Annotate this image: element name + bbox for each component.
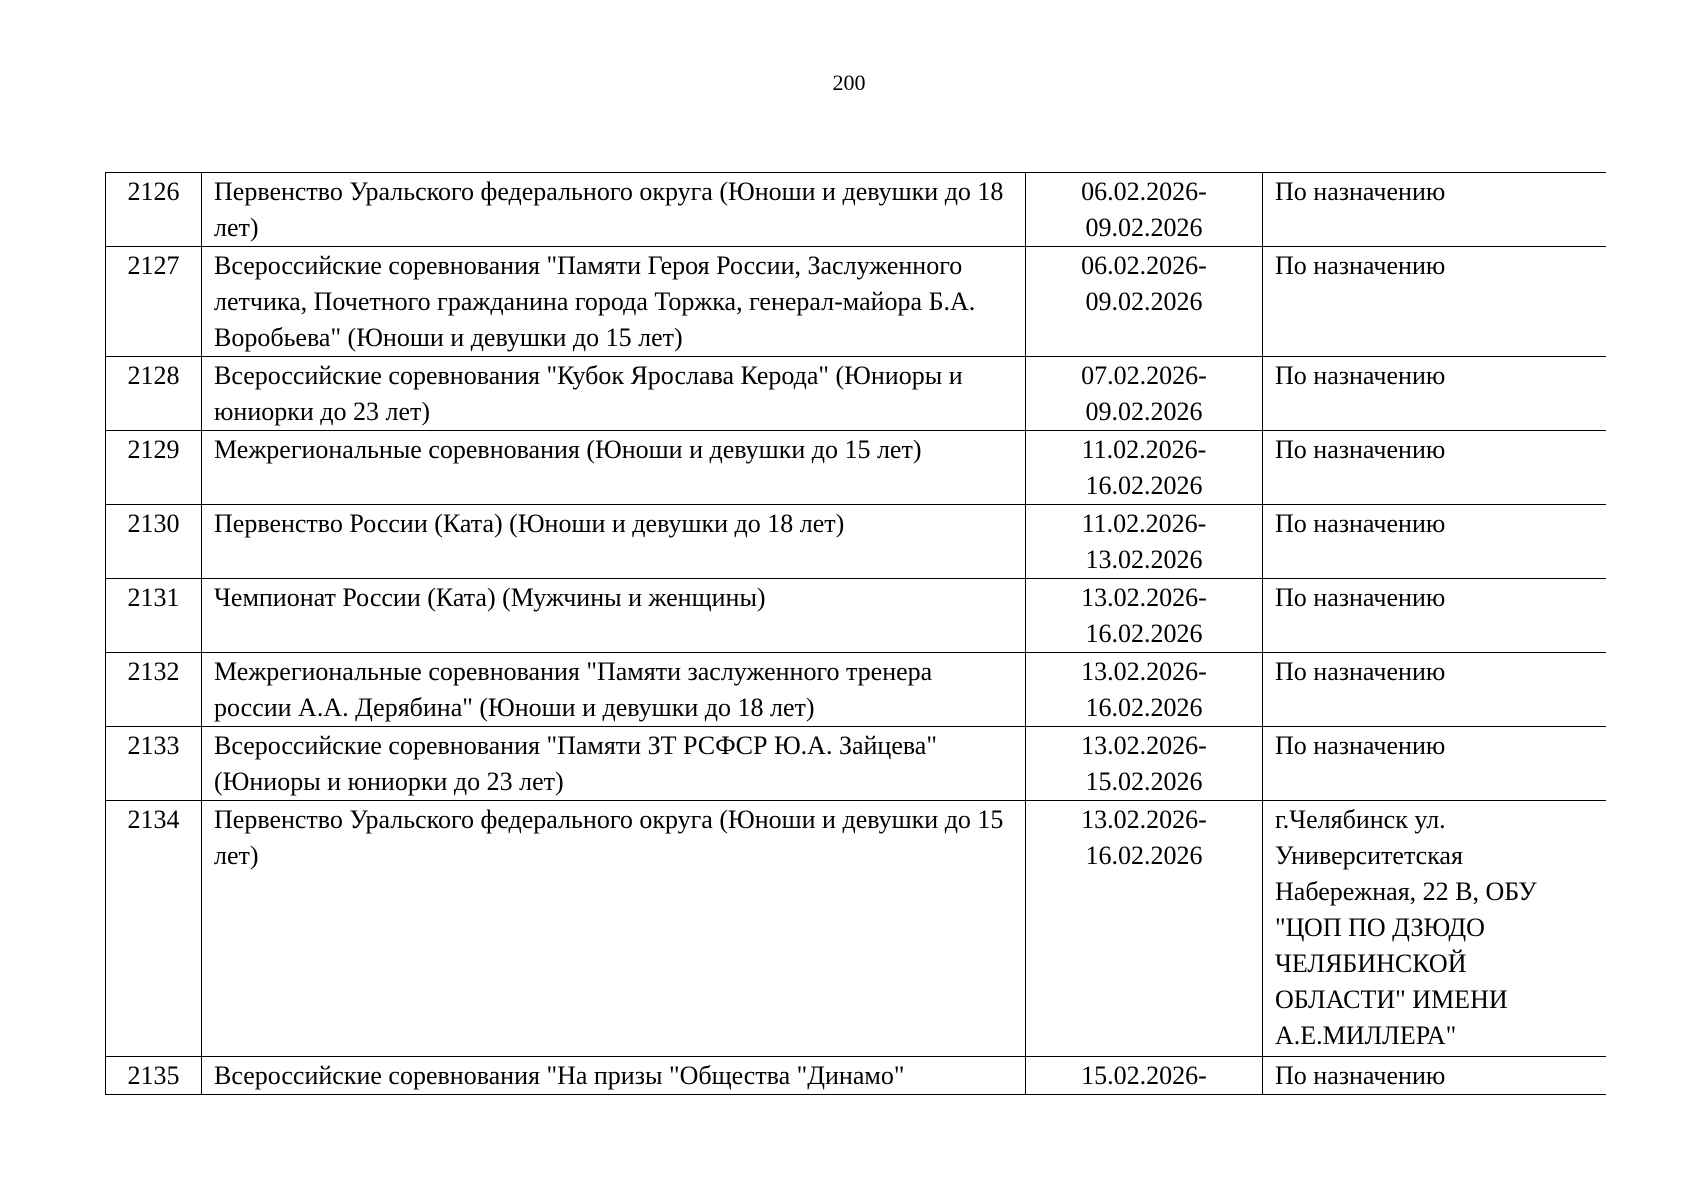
event-date-end: 13.02.2026 (1085, 545, 1203, 574)
event-number: 2127 (106, 247, 202, 357)
table-row (106, 505, 1607, 579)
event-place: По назначению (1263, 653, 1607, 727)
event-name: Всероссийские соревнования "Памяти ЗТ РСФСР Ю.А. Зайцева" (Юниоры и юниорки до 23 лет) (202, 727, 1026, 801)
event-name: Чемпионат России (Ката) (Мужчины и женщины) (202, 579, 1026, 653)
event-dates (1026, 173, 1263, 247)
event-date-start: 13.02.2026- (1081, 805, 1207, 834)
event-number: 2130 (106, 505, 202, 579)
event-date-end: 16.02.2026 (1085, 841, 1203, 870)
event-date-end: 16.02.2026 (1085, 471, 1203, 500)
event-date-start: 11.02.2026- (1081, 435, 1207, 464)
event-number: 2135 (106, 1057, 202, 1095)
table-row (106, 801, 1607, 1057)
events-table-container (105, 172, 1606, 1096)
table-row (106, 431, 1607, 505)
event-number: 2126 (106, 173, 202, 247)
event-place: По назначению (1263, 431, 1607, 505)
event-name: Всероссийские соревнования "Памяти Героя России, Заслуженного летчика, Почетного гражданина города Торжка, генерал-майора Б.А. Воробьева" (Юноши и девушки до 15 лет) (202, 247, 1026, 357)
event-number: 2129 (106, 431, 202, 505)
event-place: По назначению (1263, 579, 1607, 653)
event-date-start: 13.02.2026- (1081, 657, 1207, 686)
event-dates (1026, 505, 1263, 579)
event-place: По назначению (1263, 727, 1607, 801)
event-number: 2131 (106, 579, 202, 653)
event-number: 2134 (106, 801, 202, 1057)
event-number: 2132 (106, 653, 202, 727)
event-place: По назначению (1263, 173, 1607, 247)
event-name: Первенство Уральского федерального округа (Юноши и девушки до 15 лет) (202, 801, 1026, 1057)
event-name: Первенство России (Ката) (Юноши и девушки до 18 лет) (202, 505, 1026, 579)
table-row (106, 357, 1607, 431)
event-name: Первенство Уральского федерального округа (Юноши и девушки до 18 лет) (202, 173, 1026, 247)
table-row (106, 1057, 1607, 1095)
event-place: г.Челябинск ул. Университетская Набережная, 22 В, ОБУ "ЦОП ПО ДЗЮДО ЧЕЛЯБИНСКОЙ ОБЛАСТИ" ИМЕНИ А.Е.МИЛЛЕРА" (1263, 801, 1607, 1057)
event-name: Всероссийские соревнования "Кубок Ярослава Керода" (Юниоры и юниорки до 23 лет) (202, 357, 1026, 431)
page-number: 200 (832, 70, 866, 95)
event-date-end: 16.02.2026 (1085, 693, 1203, 722)
event-place: По назначению (1263, 247, 1607, 357)
event-place: По назначению (1263, 357, 1607, 431)
table-row (106, 173, 1607, 247)
event-date-start: 06.02.2026- (1081, 251, 1207, 280)
events-table (105, 172, 1606, 1095)
event-number: 2133 (106, 727, 202, 801)
event-date-start: 06.02.2026- (1081, 177, 1207, 206)
event-dates (1026, 801, 1263, 1057)
table-row (106, 727, 1607, 801)
event-dates (1026, 727, 1263, 801)
event-dates (1026, 579, 1263, 653)
table-row (106, 579, 1607, 653)
event-date-start: 15.02.2026- (1081, 1061, 1207, 1090)
event-date-end: 15.02.2026 (1085, 767, 1203, 796)
event-dates (1026, 431, 1263, 505)
event-place: По назначению (1263, 1057, 1607, 1095)
event-place: По назначению (1263, 505, 1607, 579)
event-name: Межрегиональные соревнования (Юноши и девушки до 15 лет) (202, 431, 1026, 505)
event-dates (1026, 247, 1263, 357)
event-name: Всероссийские соревнования "На призы "Общества "Динамо" (202, 1057, 1026, 1095)
event-name: Межрегиональные соревнования "Памяти заслуженного тренера россии А.А. Дерябина" (Юноши и девушки до 18 лет) (202, 653, 1026, 727)
event-date-start: 11.02.2026- (1081, 509, 1207, 538)
table-row (106, 653, 1607, 727)
event-dates (1026, 653, 1263, 727)
event-date-start: 07.02.2026- (1081, 361, 1207, 390)
event-date-end: 09.02.2026 (1085, 397, 1203, 426)
event-number: 2128 (106, 357, 202, 431)
event-date-end: 09.02.2026 (1085, 213, 1203, 242)
event-date-end: 09.02.2026 (1085, 287, 1203, 316)
event-dates (1026, 1057, 1263, 1095)
table-row (106, 247, 1607, 357)
event-date-end: 16.02.2026 (1085, 619, 1203, 648)
event-date-start: 13.02.2026- (1081, 583, 1207, 612)
event-date-start: 13.02.2026- (1081, 731, 1207, 760)
event-dates (1026, 357, 1263, 431)
